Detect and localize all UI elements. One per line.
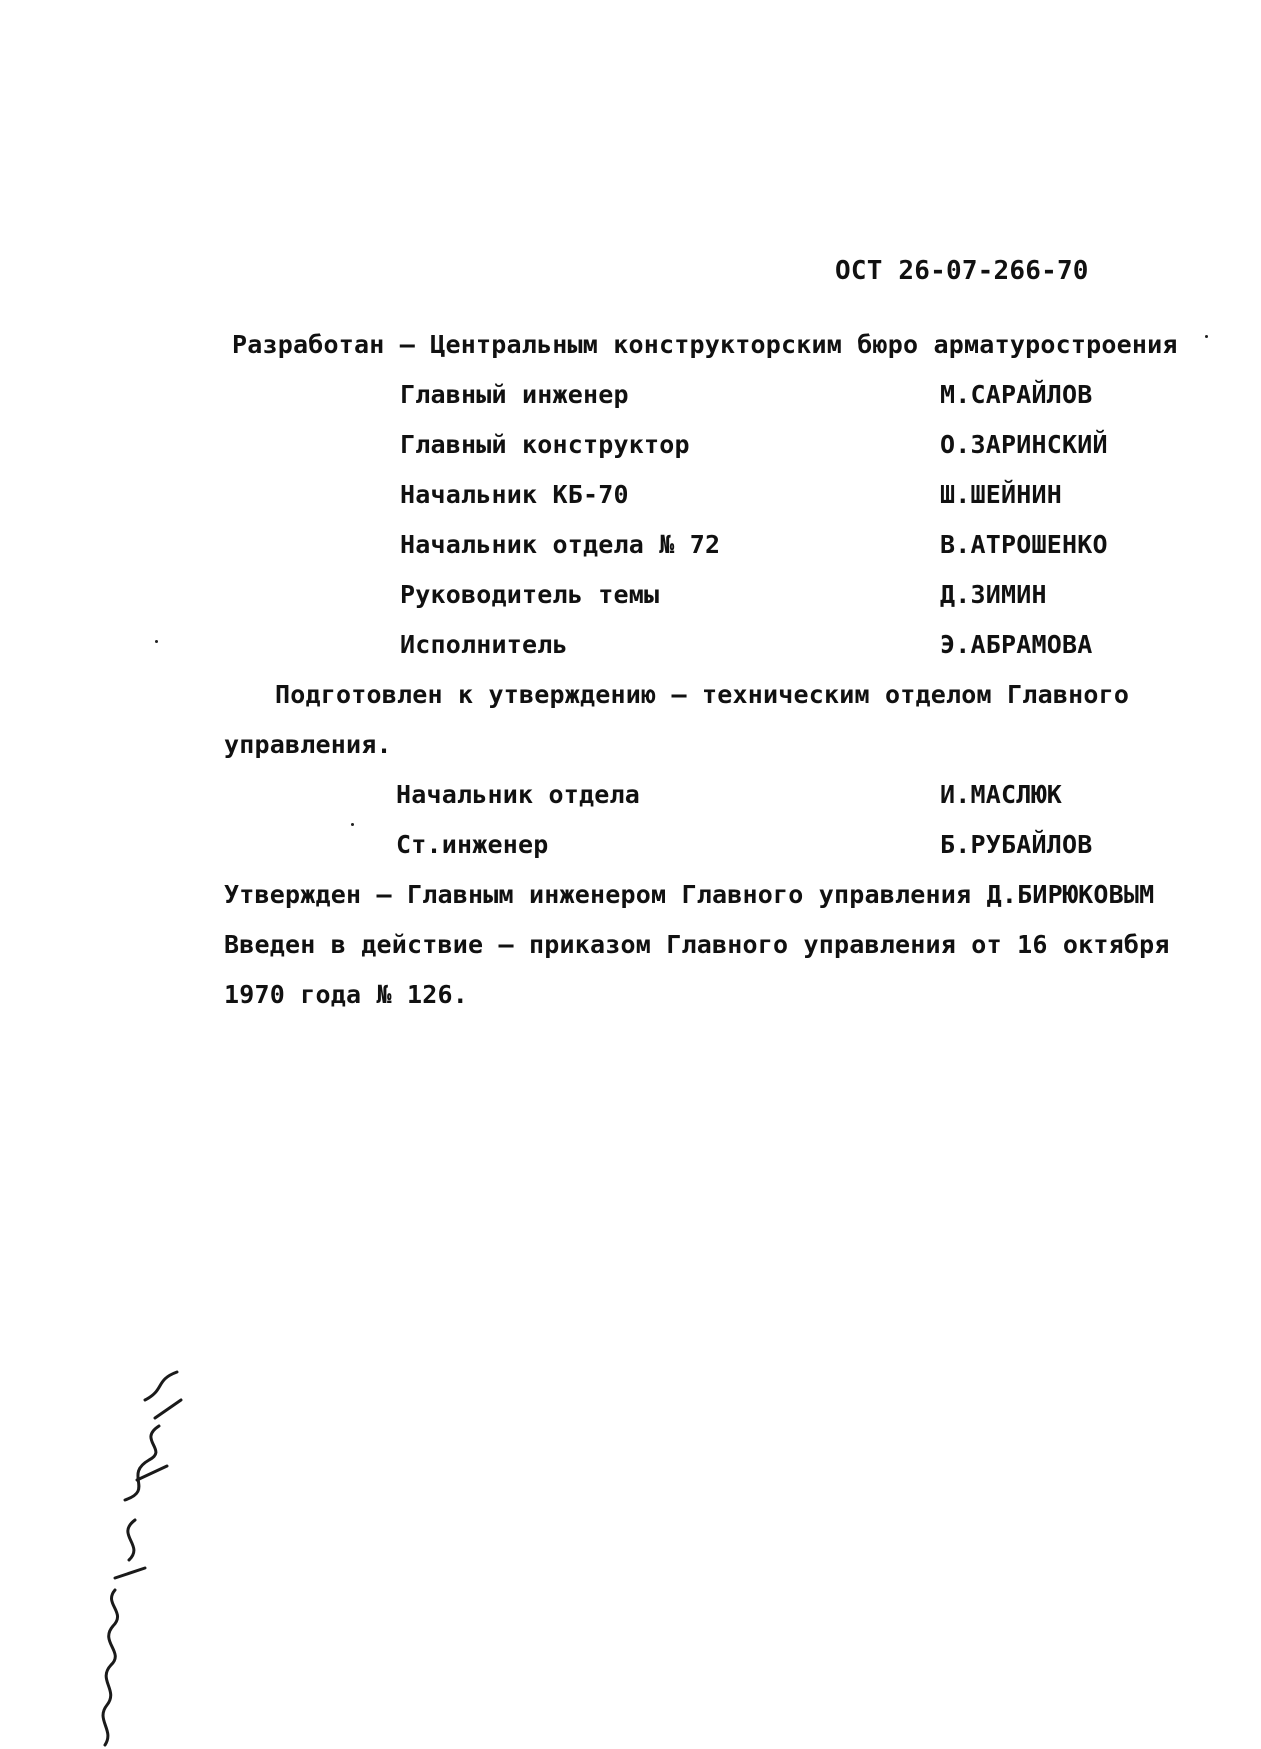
- staff-role-3: Начальник КБ-70: [400, 480, 629, 509]
- enacted-line-2: 1970 года № 126.: [224, 980, 469, 1009]
- staff-role-4: Начальник отдела № 72: [400, 530, 721, 559]
- developed-by: Разработан – Центральным конструкторским бюро арматуростроения: [232, 330, 1178, 359]
- staff-name-4: В.АТРОШЕНКО: [940, 530, 1108, 559]
- scan-speck: [155, 640, 158, 643]
- staff-name-1: М.САРАЙЛОВ: [940, 380, 1093, 409]
- scan-speck: [351, 823, 354, 826]
- prepared-line-1: Подготовлен к утверждению – техническим отделом Главного: [275, 680, 1130, 709]
- scan-speck: [1205, 335, 1208, 338]
- staff-name-6: Э.АБРАМОВА: [940, 630, 1093, 659]
- staff-name-2: О.ЗАРИНСКИЙ: [940, 430, 1108, 459]
- staff-role-5: Руководитель темы: [400, 580, 660, 609]
- staff-role-2: Главный конструктор: [400, 430, 690, 459]
- prepared-role-1: Начальник отдела: [396, 780, 641, 809]
- document-code: ОСТ 26-07-266-70: [835, 256, 1089, 286]
- enacted-line-1: Введен в действие – приказом Главного управления от 16 октября: [224, 930, 1170, 959]
- prepared-name-1: И.МАСЛЮК: [940, 780, 1063, 809]
- staff-role-1: Главный инженер: [400, 380, 629, 409]
- handwritten-note: [85, 1360, 195, 1749]
- staff-role-6: Исполнитель: [400, 630, 568, 659]
- prepared-line-2: управления.: [224, 730, 392, 759]
- prepared-role-2: Ст.инженер: [396, 830, 549, 859]
- staff-name-5: Д.ЗИМИН: [940, 580, 1047, 609]
- prepared-name-2: Б.РУБАЙЛОВ: [940, 830, 1093, 859]
- staff-name-3: Ш.ШЕЙНИН: [940, 480, 1063, 509]
- approved-by: Утвержден – Главным инженером Главного управления Д.БИРЮКОВЫМ: [224, 880, 1155, 909]
